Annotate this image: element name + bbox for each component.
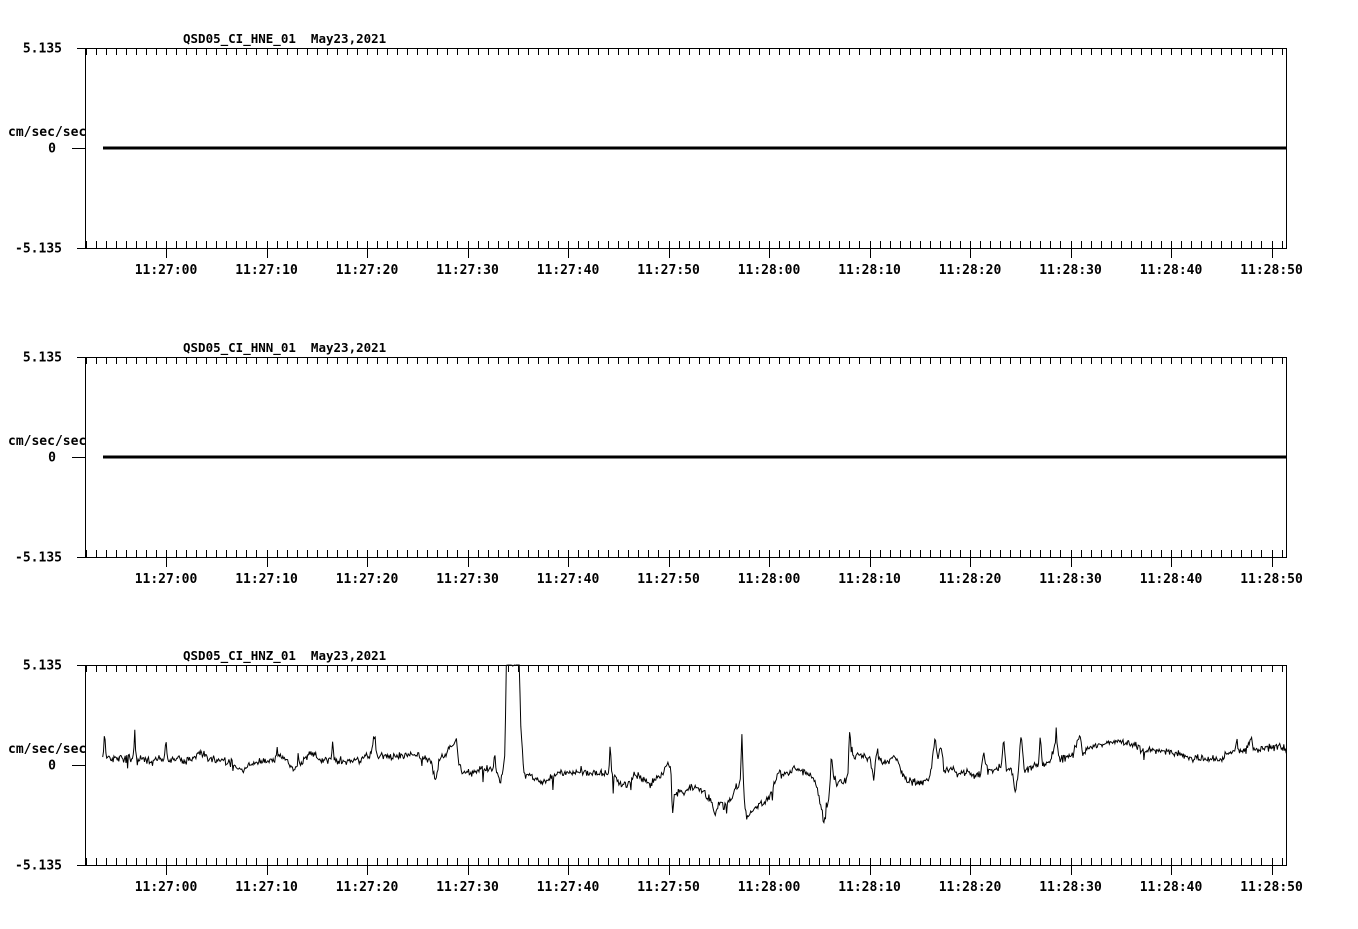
x-tick-label-hne-4: 11:27:40 — [536, 263, 600, 278]
x-tick-label-hne-10: 11:28:40 — [1139, 263, 1203, 278]
x-tick-label-hnn-2: 11:27:20 — [335, 572, 399, 587]
x-tick-label-hne-7: 11:28:10 — [838, 263, 901, 278]
panel-hnz — [8, 648, 1303, 895]
y-tick-label-hnn-1: 0 — [48, 450, 56, 466]
x-tick-label-hne-6: 11:28:00 — [737, 263, 801, 278]
x-tick-label-hnn-4: 11:27:40 — [536, 572, 600, 587]
x-tick-label-hnn-6: 11:28:00 — [737, 572, 801, 587]
y-axis-unit-label-hne: cm/sec/sec — [8, 125, 87, 140]
y-tick-label-hnn-0: 5.135 — [22, 350, 62, 366]
x-tick-label-hnn-9: 11:28:30 — [1039, 572, 1102, 587]
x-tick-label-hnz-10: 11:28:40 — [1139, 880, 1203, 895]
x-tick-label-hnn-11: 11:28:50 — [1240, 572, 1303, 587]
y-tick-label-hne-2: -5.135 — [15, 241, 62, 257]
x-tick-label-hnz-7: 11:28:10 — [838, 880, 901, 895]
x-tick-label-hnz-0: 11:27:00 — [134, 880, 198, 895]
x-tick-label-hnn-8: 11:28:20 — [938, 572, 1002, 587]
y-tick-label-hnz-0: 5.135 — [22, 658, 62, 674]
y-axis-unit-label-hnz: cm/sec/sec — [8, 742, 87, 757]
chart-title-hne: QSD05_CI_HNE_01 May23,2021 — [183, 31, 387, 46]
x-tick-label-hnz-6: 11:28:00 — [737, 880, 801, 895]
x-tick-label-hne-0: 11:27:00 — [134, 263, 198, 278]
x-tick-label-hne-8: 11:28:20 — [938, 263, 1002, 278]
x-tick-label-hnn-10: 11:28:40 — [1139, 572, 1203, 587]
axes-frame-hnz — [72, 665, 1287, 875]
x-tick-label-hnn-0: 11:27:00 — [134, 572, 198, 587]
x-tick-label-hnz-2: 11:27:20 — [335, 880, 399, 895]
x-tick-label-hnz-8: 11:28:20 — [938, 880, 1002, 895]
y-axis-unit-label-hnn: cm/sec/sec — [8, 434, 87, 449]
x-tick-label-hnz-4: 11:27:40 — [536, 880, 600, 895]
panel-hnn — [8, 340, 1303, 587]
chart-title-hnz: QSD05_CI_HNZ_01 May23,2021 — [183, 648, 387, 663]
x-tick-label-hne-3: 11:27:30 — [436, 263, 499, 278]
x-tick-label-hnz-5: 11:27:50 — [637, 880, 700, 895]
x-tick-label-hnn-3: 11:27:30 — [436, 572, 499, 587]
x-tick-label-hnz-1: 11:27:10 — [235, 880, 298, 895]
axes-frame-hnn — [72, 357, 1287, 567]
x-tick-label-hnz-9: 11:28:30 — [1039, 880, 1102, 895]
x-tick-label-hne-9: 11:28:30 — [1039, 263, 1102, 278]
trace-hnz — [103, 665, 1287, 823]
y-tick-label-hnz-1: 0 — [48, 758, 56, 774]
x-tick-label-hnn-7: 11:28:10 — [838, 572, 901, 587]
y-tick-label-hne-1: 0 — [48, 141, 56, 157]
x-tick-label-hne-1: 11:27:10 — [235, 263, 298, 278]
x-tick-label-hne-2: 11:27:20 — [335, 263, 399, 278]
x-tick-label-hnz-11: 11:28:50 — [1240, 880, 1303, 895]
chart-title-hnn: QSD05_CI_HNN_01 May23,2021 — [183, 340, 387, 355]
axes-frame-hne — [72, 48, 1287, 258]
x-tick-label-hnn-5: 11:27:50 — [637, 572, 700, 587]
x-tick-label-hnz-3: 11:27:30 — [436, 880, 499, 895]
y-tick-label-hnn-2: -5.135 — [15, 550, 62, 566]
y-tick-label-hnz-2: -5.135 — [15, 858, 62, 874]
panel-hne — [8, 31, 1303, 278]
x-tick-label-hnn-1: 11:27:10 — [235, 572, 298, 587]
x-tick-label-hne-11: 11:28:50 — [1240, 263, 1303, 278]
y-tick-label-hne-0: 5.135 — [22, 41, 62, 57]
x-tick-label-hne-5: 11:27:50 — [637, 263, 700, 278]
